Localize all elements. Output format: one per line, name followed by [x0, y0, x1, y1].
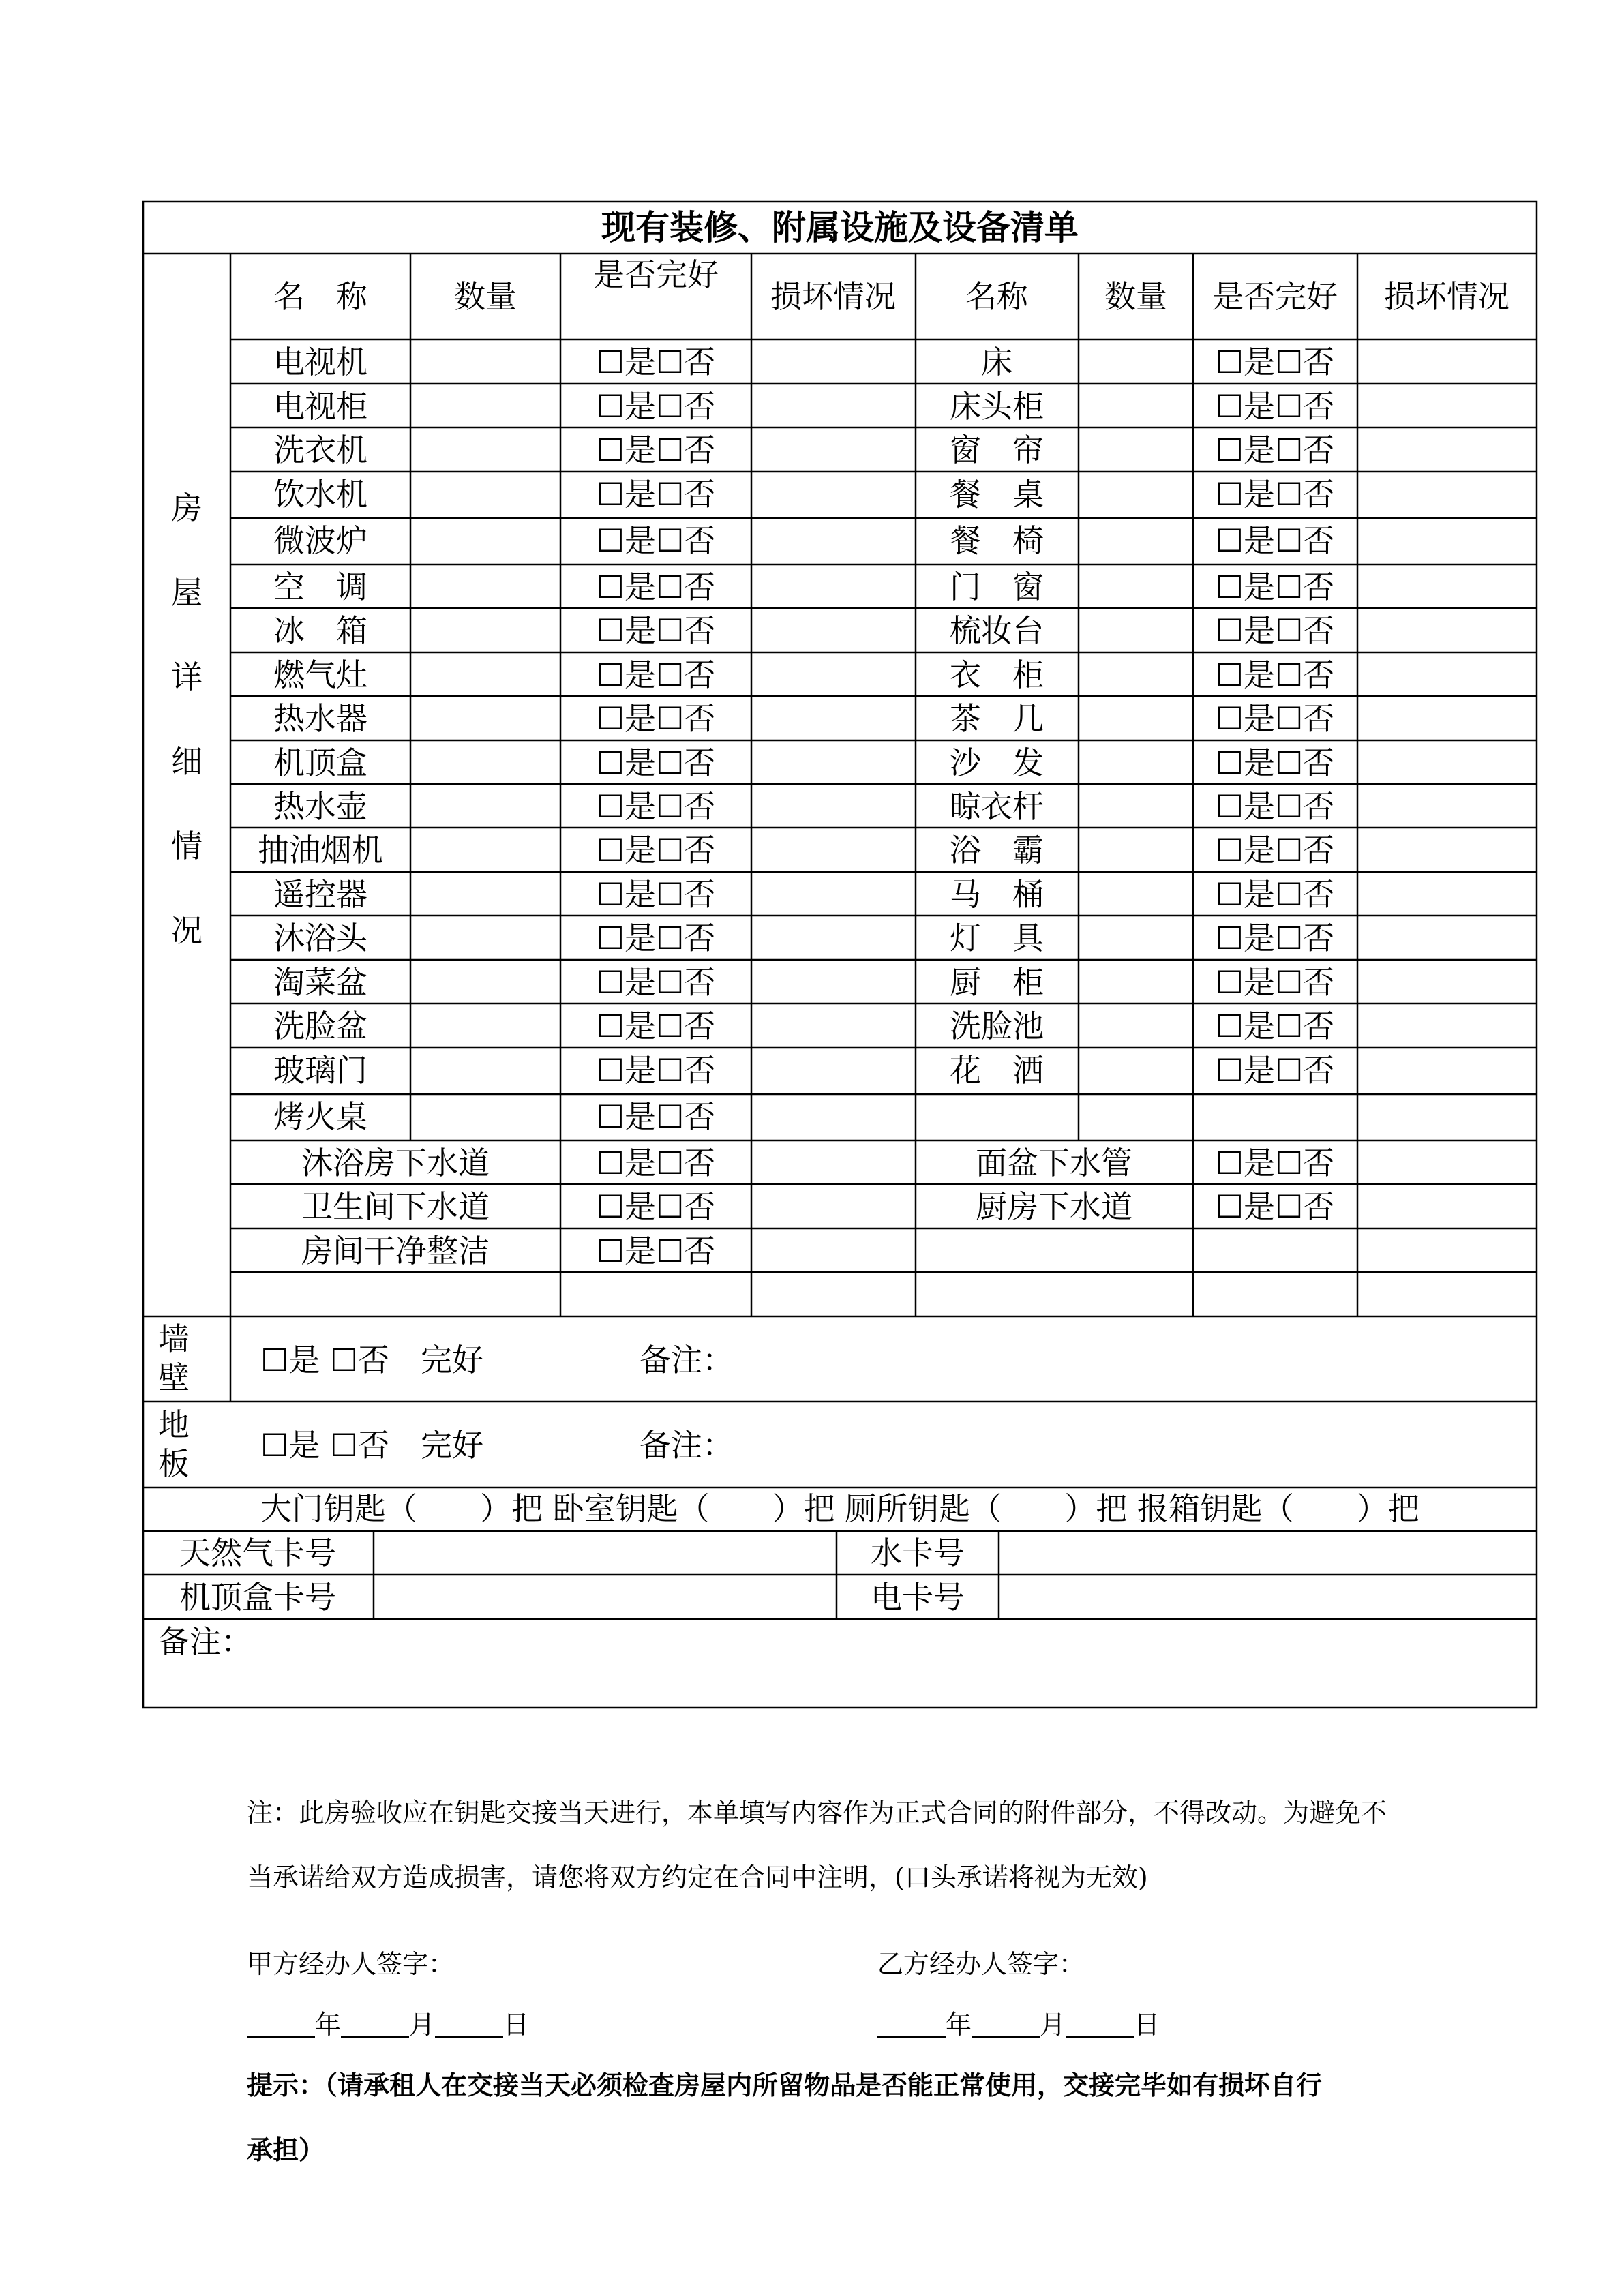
item-name-left: 淘菜盆 — [273, 964, 367, 1001]
drain-checkbox-left[interactable]: ☐是☐否 — [596, 1188, 716, 1225]
header-ok-2: 是否完好 — [1212, 278, 1338, 315]
item-name-right: 门 窗 — [950, 569, 1044, 605]
floor-remark-label: 备注： — [640, 1427, 734, 1464]
condition-checkbox-left[interactable]: ☐是☐否 — [596, 920, 716, 956]
condition-checkbox-right[interactable]: ☐是☐否 — [1215, 1052, 1335, 1089]
condition-checkbox-left[interactable]: ☐是☐否 — [596, 656, 716, 693]
header-qty: 数量 — [454, 278, 517, 315]
condition-checkbox-left[interactable]: ☐是☐否 — [596, 388, 716, 425]
condition-checkbox-left[interactable]: ☐是☐否 — [596, 744, 716, 781]
water-card-label: 水卡号 — [871, 1535, 965, 1571]
condition-checkbox-left[interactable]: ☐是☐否 — [596, 1008, 716, 1044]
notice-line-1: 注：此房验收应在钥匙交接当天进行，本单填写内容作为正式合同的附件部分，不得改动。为避免不 — [247, 1798, 1387, 1828]
drain-name-left: 房间干净整洁 — [301, 1233, 490, 1269]
item-name-left: 洗衣机 — [273, 432, 367, 468]
condition-checkbox-left[interactable]: ☐是☐否 — [596, 1098, 716, 1135]
item-name-right: 马 桶 — [950, 876, 1044, 913]
condition-checkbox-right[interactable]: ☐是☐否 — [1215, 476, 1335, 513]
side-label-char: 情 — [171, 828, 202, 864]
condition-checkbox-left[interactable]: ☐是☐否 — [596, 788, 716, 825]
header-damage-2: 损坏情况 — [1384, 278, 1509, 315]
side-label-char: 详 — [171, 659, 202, 695]
header-name: 名 称 — [273, 278, 367, 315]
drain-checkbox-left[interactable]: ☐是☐否 — [596, 1233, 716, 1269]
condition-checkbox-right[interactable]: ☐是☐否 — [1215, 432, 1335, 468]
condition-checkbox-left[interactable]: ☐是☐否 — [596, 612, 716, 649]
tip-line-2: 承担） — [247, 2134, 325, 2165]
stb-card-label: 机顶盒卡号 — [179, 1579, 336, 1616]
date-party-b: 年 月 日 — [877, 2011, 1160, 2038]
item-name-left: 饮水机 — [273, 476, 367, 513]
item-name-right: 厨 柜 — [950, 964, 1044, 1001]
drain-name-right: 厨房下水道 — [976, 1188, 1132, 1225]
date-party-a: 年 月 日 — [247, 2011, 529, 2038]
side-label-char: 况 — [171, 912, 202, 949]
wall-remark-label: 备注： — [640, 1342, 734, 1378]
signature-party-a: 甲方经办人签字： — [247, 1949, 455, 1979]
item-name-left: 抽油烟机 — [258, 832, 383, 868]
side-label-char: 细 — [171, 743, 202, 780]
remark-label: 备注： — [158, 1623, 252, 1660]
header-name-2: 名称 — [965, 278, 1028, 315]
floor-label-1: 地 — [158, 1406, 190, 1443]
drain-checkbox-right[interactable]: ☐是☐否 — [1215, 1145, 1335, 1181]
side-label-char: 屋 — [171, 574, 202, 611]
condition-checkbox-left[interactable]: ☐是☐否 — [596, 832, 716, 868]
power-card-label: 电卡号 — [871, 1579, 965, 1616]
item-name-left: 烤火桌 — [273, 1098, 367, 1135]
form-title: 现有装修、附属设施及设备清单 — [601, 207, 1079, 247]
item-name-right: 衣 柜 — [950, 656, 1044, 693]
item-name-left: 遥控器 — [273, 876, 367, 913]
item-name-right: 花 洒 — [950, 1052, 1044, 1089]
item-name-left: 机顶盒 — [273, 744, 367, 781]
item-name-right: 餐 桌 — [950, 476, 1044, 513]
condition-checkbox-left[interactable]: ☐是☐否 — [596, 876, 716, 913]
item-name-left: 玻璃门 — [273, 1052, 367, 1089]
wall-label-2: 壁 — [158, 1359, 190, 1396]
wall-condition-checkbox[interactable]: ☐是 ☐否 完好 — [260, 1342, 484, 1378]
item-name-right: 茶 几 — [950, 700, 1044, 737]
item-name-right: 梳妆台 — [950, 612, 1044, 649]
drain-name-left: 卫生间下水道 — [301, 1188, 490, 1225]
condition-checkbox-left[interactable]: ☐是☐否 — [596, 964, 716, 1001]
drain-checkbox-right[interactable]: ☐是☐否 — [1215, 1188, 1335, 1225]
item-name-left: 微波炉 — [273, 522, 367, 559]
item-name-right: 浴 霸 — [950, 832, 1044, 868]
condition-checkbox-right[interactable]: ☐是☐否 — [1215, 344, 1335, 380]
item-name-right: 洗脸池 — [950, 1008, 1044, 1044]
item-name-right: 床头柜 — [950, 388, 1044, 425]
condition-checkbox-right[interactable]: ☐是☐否 — [1215, 1008, 1335, 1044]
condition-checkbox-left[interactable]: ☐是☐否 — [596, 522, 716, 559]
item-name-left: 空 调 — [273, 569, 367, 605]
drain-name-right: 面盆下水管 — [976, 1145, 1132, 1181]
notice-line-2: 当承诺给双方造成损害，请您将双方约定在合同中注明，(口头承诺将视为无效) — [247, 1862, 1148, 1892]
condition-checkbox-right[interactable]: ☐是☐否 — [1215, 744, 1335, 781]
condition-checkbox-left[interactable]: ☐是☐否 — [596, 344, 716, 380]
signature-party-b: 乙方经办人签字： — [877, 1949, 1085, 1979]
floor-condition-checkbox[interactable]: ☐是 ☐否 完好 — [260, 1427, 484, 1464]
condition-checkbox-right[interactable]: ☐是☐否 — [1215, 656, 1335, 693]
item-name-right: 晾衣杆 — [950, 788, 1044, 825]
item-name-left: 燃气灶 — [273, 656, 367, 693]
item-name-left: 沐浴头 — [273, 920, 367, 956]
condition-checkbox-left[interactable]: ☐是☐否 — [596, 569, 716, 605]
header-qty-2: 数量 — [1104, 278, 1167, 315]
item-name-left: 洗脸盆 — [273, 1008, 367, 1044]
header-damage: 损坏情况 — [770, 278, 896, 315]
side-label-char: 房 — [171, 489, 202, 526]
condition-checkbox-right[interactable]: ☐是☐否 — [1215, 700, 1335, 737]
item-name-right: 窗 帘 — [950, 432, 1044, 468]
item-name-left: 电视柜 — [273, 388, 367, 425]
keys-line: 大门钥匙（ ）把 卧室钥匙（ ）把 厕所钥匙（ ）把 报箱钥匙（ ）把 — [260, 1490, 1419, 1527]
condition-checkbox-right[interactable]: ☐是☐否 — [1215, 876, 1335, 913]
condition-checkbox-left[interactable]: ☐是☐否 — [596, 1052, 716, 1089]
item-name-left: 热水器 — [273, 700, 367, 737]
item-name-left: 冰 箱 — [273, 612, 367, 649]
floor-label-2: 板 — [158, 1445, 190, 1482]
condition-checkbox-right[interactable]: ☐是☐否 — [1215, 612, 1335, 649]
item-name-right: 沙 发 — [950, 744, 1044, 781]
gas-card-label: 天然气卡号 — [179, 1535, 336, 1571]
drain-checkbox-left[interactable]: ☐是☐否 — [596, 1145, 716, 1181]
item-name-right: 餐 椅 — [950, 522, 1044, 559]
condition-checkbox-right[interactable]: ☐是☐否 — [1215, 388, 1335, 425]
condition-checkbox-right[interactable]: ☐是☐否 — [1215, 569, 1335, 605]
item-name-right: 床 — [981, 344, 1012, 380]
condition-checkbox-right[interactable]: ☐是☐否 — [1215, 522, 1335, 559]
condition-checkbox-left[interactable]: ☐是☐否 — [596, 476, 716, 513]
item-name-left: 电视机 — [273, 344, 367, 380]
condition-checkbox-right[interactable]: ☐是☐否 — [1215, 788, 1335, 825]
header-ok: 是否完好 — [593, 256, 719, 293]
condition-checkbox-left[interactable]: ☐是☐否 — [596, 432, 716, 468]
item-name-left: 热水壶 — [273, 788, 367, 825]
condition-checkbox-right[interactable]: ☐是☐否 — [1215, 920, 1335, 956]
condition-checkbox-right[interactable]: ☐是☐否 — [1215, 964, 1335, 1001]
wall-label-1: 墙 — [158, 1320, 190, 1357]
item-name-right: 灯 具 — [950, 920, 1044, 956]
drain-name-left: 沐浴房下水道 — [301, 1145, 490, 1181]
tip-line-1: 提示：（请承租人在交接当天必须检查房屋内所留物品是否能正常使用，交接完毕如有损坏自行 — [247, 2070, 1323, 2100]
condition-checkbox-left[interactable]: ☐是☐否 — [596, 700, 716, 737]
condition-checkbox-right[interactable]: ☐是☐否 — [1215, 832, 1335, 868]
